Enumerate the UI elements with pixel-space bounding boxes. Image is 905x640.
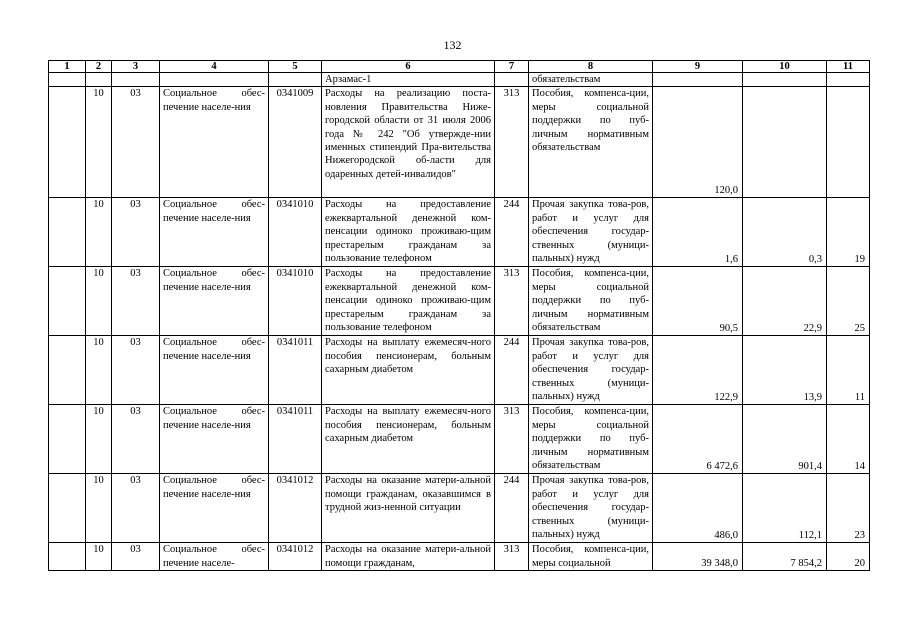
cell-expense-type-code: 313 bbox=[495, 543, 529, 571]
cell-expense-type-name: Прочая закупка това-ров, работ и услуг для обеспечения государ-ственных (муници-пальных) нужд bbox=[529, 336, 653, 405]
cell-amount-actual: 22,9 bbox=[743, 267, 827, 336]
cell-col1 bbox=[49, 543, 86, 571]
cell-col1 bbox=[49, 405, 86, 474]
page-number: 132 bbox=[443, 38, 462, 52]
cell-section: 10 bbox=[86, 87, 112, 198]
cell-percent: 23 bbox=[827, 474, 870, 543]
cell-subsection: 03 bbox=[112, 267, 160, 336]
column-header: 6 bbox=[322, 61, 495, 73]
cell-expense-name: Расходы на выплату ежемесяч-ного пособия пенсионерам, больным сахарным диабетом bbox=[322, 336, 495, 405]
cell-expense-name: Расходы на выплату ежемесяч-ного пособия пенсионерам, больным сахарным диабетом bbox=[322, 405, 495, 474]
cell-expense-name: Расходы на реализацию поста-новления Правительства Ниже-городской области от 31 июля 2006 года № 242 "Об утвержде-нии именных стипендий Пра-вительства Нижегородской об-ласти для одаренных детей-инвалидов" bbox=[322, 87, 495, 198]
continuation-row bbox=[49, 73, 870, 87]
column-header: 10 bbox=[743, 61, 827, 73]
column-header: 1 bbox=[49, 61, 86, 73]
cell-col1 bbox=[49, 336, 86, 405]
cell-amount-plan: 122,9 bbox=[653, 336, 743, 405]
header-row bbox=[49, 61, 870, 73]
cell-amount-plan: 6 472,6 bbox=[653, 405, 743, 474]
cell-amount-actual: 901,4 bbox=[743, 405, 827, 474]
cell-section: 10 bbox=[86, 267, 112, 336]
cell-col1 bbox=[49, 474, 86, 543]
table-row bbox=[49, 87, 870, 198]
cell-target-code: 0341009 bbox=[269, 87, 322, 198]
cell-percent: 11 bbox=[827, 336, 870, 405]
cell-amount-actual: 13,9 bbox=[743, 336, 827, 405]
continuation-text-col8: обязательствам bbox=[529, 73, 653, 87]
cell-target-code: 0341010 bbox=[269, 198, 322, 267]
cell-expense-type-code: 244 bbox=[495, 474, 529, 543]
cell-subsection: 03 bbox=[112, 543, 160, 571]
cell-expense-type-name: Прочая закупка това-ров, работ и услуг для обеспечения государ-ственных (муници-пальных) нужд bbox=[529, 474, 653, 543]
cell-col1 bbox=[49, 267, 86, 336]
column-header: 11 bbox=[827, 61, 870, 73]
cell-section: 10 bbox=[86, 543, 112, 571]
cell-subsection-name: Социальное обес-печение населе-ния bbox=[160, 336, 269, 405]
cell-expense-type-code: 313 bbox=[495, 405, 529, 474]
cell-amount-actual: 0,3 bbox=[743, 198, 827, 267]
cell-subsection-name: Социальное обес-печение населе-ния bbox=[160, 87, 269, 198]
cell-target-code: 0341012 bbox=[269, 543, 322, 571]
column-header: 9 bbox=[653, 61, 743, 73]
column-header: 4 bbox=[160, 61, 269, 73]
cell-subsection: 03 bbox=[112, 87, 160, 198]
cell-section: 10 bbox=[86, 336, 112, 405]
cell-subsection: 03 bbox=[112, 336, 160, 405]
cell-expense-type-code: 244 bbox=[495, 336, 529, 405]
cell-expense-type-name: Пособия, компенса-ции, меры социальной поддержки по пуб-личным нормативным обязательствам bbox=[529, 405, 653, 474]
cell-subsection: 03 bbox=[112, 405, 160, 474]
table-row bbox=[49, 405, 870, 474]
cell-amount-plan: 120,0 bbox=[653, 87, 743, 198]
continuation-text-col6: Арзамас-1 bbox=[322, 73, 495, 87]
column-header: 3 bbox=[112, 61, 160, 73]
cell-section: 10 bbox=[86, 198, 112, 267]
cell-subsection-name: Социальное обес-печение населе-ния bbox=[160, 198, 269, 267]
cell-subsection-name: Социальное обес-печение населе-ния bbox=[160, 405, 269, 474]
cell-expense-type-code: 244 bbox=[495, 198, 529, 267]
cell-amount-plan: 486,0 bbox=[653, 474, 743, 543]
cell-expense-name: Расходы на предоставление ежеквартальной денежной ком-пенсации одиноко проживаю-щим престарелым гражданам за пользование телефоном bbox=[322, 267, 495, 336]
cell-amount-actual bbox=[743, 87, 827, 198]
cell-expense-type-name: Пособия, компенса-ции, меры социальной bbox=[529, 543, 653, 571]
column-header: 2 bbox=[86, 61, 112, 73]
column-header: 5 bbox=[269, 61, 322, 73]
cell-subsection-name: Социальное обес-печение населе-ния bbox=[160, 267, 269, 336]
table-row bbox=[49, 543, 870, 571]
cell-target-code: 0341010 bbox=[269, 267, 322, 336]
cell-subsection-name: Социальное обес-печение населе-ния bbox=[160, 474, 269, 543]
table-row bbox=[49, 474, 870, 543]
cell-expense-type-name: Пособия, компенса-ции, меры социальной поддержки по пуб-личным нормативным обязательствам bbox=[529, 267, 653, 336]
cell-percent: 14 bbox=[827, 405, 870, 474]
table-row bbox=[49, 267, 870, 336]
cell-subsection-name: Социальное обес-печение населе- bbox=[160, 543, 269, 571]
cell-expense-type-code: 313 bbox=[495, 87, 529, 198]
cell-section: 10 bbox=[86, 405, 112, 474]
cell-amount-actual: 7 854,2 bbox=[743, 543, 827, 571]
cell-section: 10 bbox=[86, 474, 112, 543]
cell-target-code: 0341012 bbox=[269, 474, 322, 543]
cell-amount-plan: 90,5 bbox=[653, 267, 743, 336]
cell-expense-name: Расходы на предоставление ежеквартальной денежной ком-пенсации одиноко проживаю-щим престарелым гражданам за пользование телефоном bbox=[322, 198, 495, 267]
cell-target-code: 0341011 bbox=[269, 336, 322, 405]
cell-percent: 20 bbox=[827, 543, 870, 571]
cell-percent bbox=[827, 87, 870, 198]
cell-col1 bbox=[49, 87, 86, 198]
cell-expense-type-code: 313 bbox=[495, 267, 529, 336]
cell-expense-type-name: Прочая закупка това-ров, работ и услуг для обеспечения государ-ственных (муници-пальных) нужд bbox=[529, 198, 653, 267]
budget-table bbox=[48, 60, 870, 571]
table-row bbox=[49, 198, 870, 267]
column-header: 7 bbox=[495, 61, 529, 73]
cell-percent: 25 bbox=[827, 267, 870, 336]
cell-expense-type-name: Пособия, компенса-ции, меры социальной поддержки по пуб-личным нормативным обязательствам bbox=[529, 87, 653, 198]
cell-expense-name: Расходы на оказание матери-альной помощи гражданам, оказавшимся в трудной жиз-ненной ситуации bbox=[322, 474, 495, 543]
cell-percent: 19 bbox=[827, 198, 870, 267]
cell-col1 bbox=[49, 198, 86, 267]
column-header: 8 bbox=[529, 61, 653, 73]
cell-amount-plan: 39 348,0 bbox=[653, 543, 743, 571]
cell-subsection: 03 bbox=[112, 474, 160, 543]
table-row bbox=[49, 336, 870, 405]
cell-target-code: 0341011 bbox=[269, 405, 322, 474]
cell-amount-actual: 112,1 bbox=[743, 474, 827, 543]
cell-amount-plan: 1,6 bbox=[653, 198, 743, 267]
cell-expense-name: Расходы на оказание матери-альной помощи гражданам, bbox=[322, 543, 495, 571]
cell-subsection: 03 bbox=[112, 198, 160, 267]
